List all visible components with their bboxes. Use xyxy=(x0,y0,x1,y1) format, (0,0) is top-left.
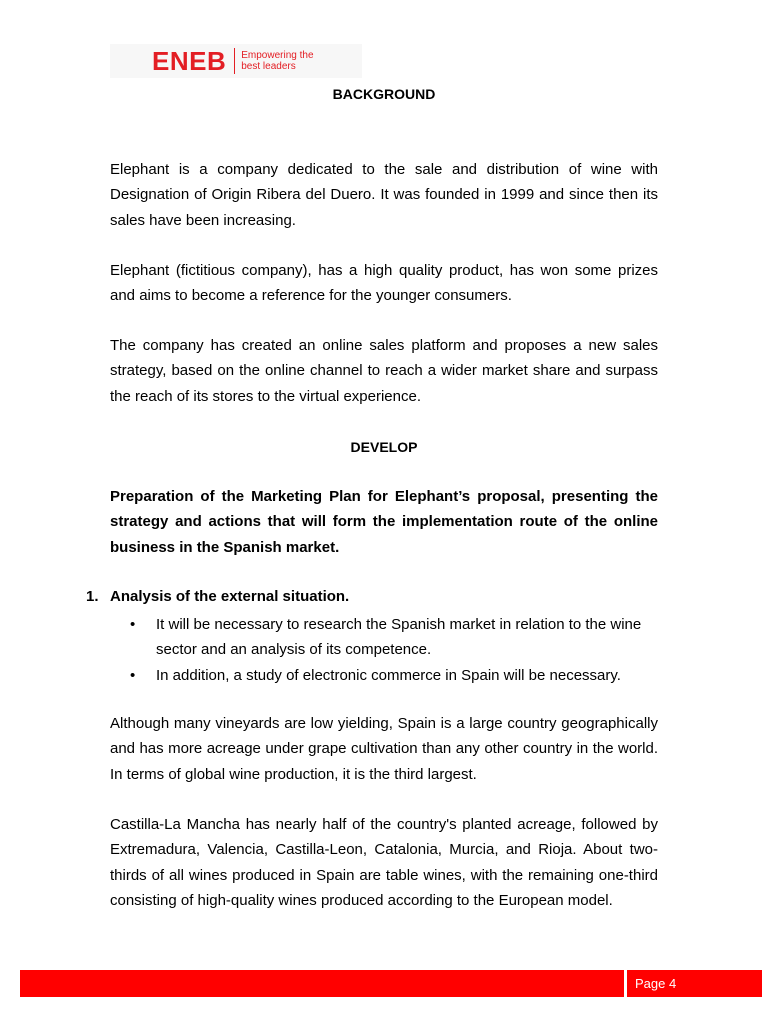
logo-tagline-line2: best leaders xyxy=(241,61,296,72)
eneb-logo xyxy=(110,44,362,78)
paragraph-company-quality: Elephant (fictitious company), has a high quality product, has won some prizes and aims to become a reference for the younger consumers. xyxy=(110,262,658,305)
bullet-text: In addition, a study of electronic commerce in Spain will be necessary. xyxy=(156,666,621,684)
page-number-label: Page 4 xyxy=(635,976,677,991)
section-heading-background: BACKGROUND xyxy=(332,86,436,102)
paragraph-online-platform: The company has created an online sales platform and proposes a new sales strategy, based on the online channel to reach a wider market share and surpass the reach of its stores to the virtual experience. xyxy=(110,337,658,405)
footer-bar xyxy=(20,970,624,997)
logo-divider xyxy=(234,48,235,74)
paragraph-marketing-plan: Preparation of the Marketing Plan for Elephant’s proposal, presenting the strategy and actions that will form the implementation route of the online business in the Spanish market. xyxy=(110,488,658,556)
logo-tagline-line1: Empowering the xyxy=(241,50,314,61)
list-number: 1. xyxy=(86,588,99,605)
bullet-dot-icon: • xyxy=(130,666,136,684)
logo-tagline xyxy=(241,50,313,72)
paragraph-spain-vineyards: Although many vineyards are low yielding, Spain is a large country geographically and has more acreage under grape cultivation than any other country in the world. In terms of global wine production, it is the third largest. xyxy=(110,715,658,783)
paragraph-regions: Castilla-La Mancha has nearly half of the country's planted acreage, followed by Extremadura, Valencia, Castilla-Leon, Catalonia, Murcia, and Rioja. About two-thirds of all wines produced in Spain are table wines, with the remaining one-third consisting of high-quality wines produced according to the European model. xyxy=(110,816,658,909)
bullet-item xyxy=(130,612,658,663)
section-heading-develop: DEVELOP xyxy=(350,439,418,455)
bullet-text: It will be necessary to research the Spanish market in relation to the wine sector and an analysis of its competence. xyxy=(156,616,642,659)
paragraph-company-intro: Elephant is a company dedicated to the sale and distribution of wine with Designation of Origin Ribera del Duero. It was founded in 1999 and since then its sales have been increasing. xyxy=(110,161,658,229)
bullet-item xyxy=(130,663,658,688)
bullet-dot-icon: • xyxy=(130,616,136,633)
footer-page-number xyxy=(627,970,762,997)
logo-brand: ENEB xyxy=(152,46,227,76)
numbered-item-external-analysis xyxy=(86,587,349,607)
bullet-list xyxy=(130,612,658,688)
list-title: Analysis of the external situation. xyxy=(110,588,350,605)
